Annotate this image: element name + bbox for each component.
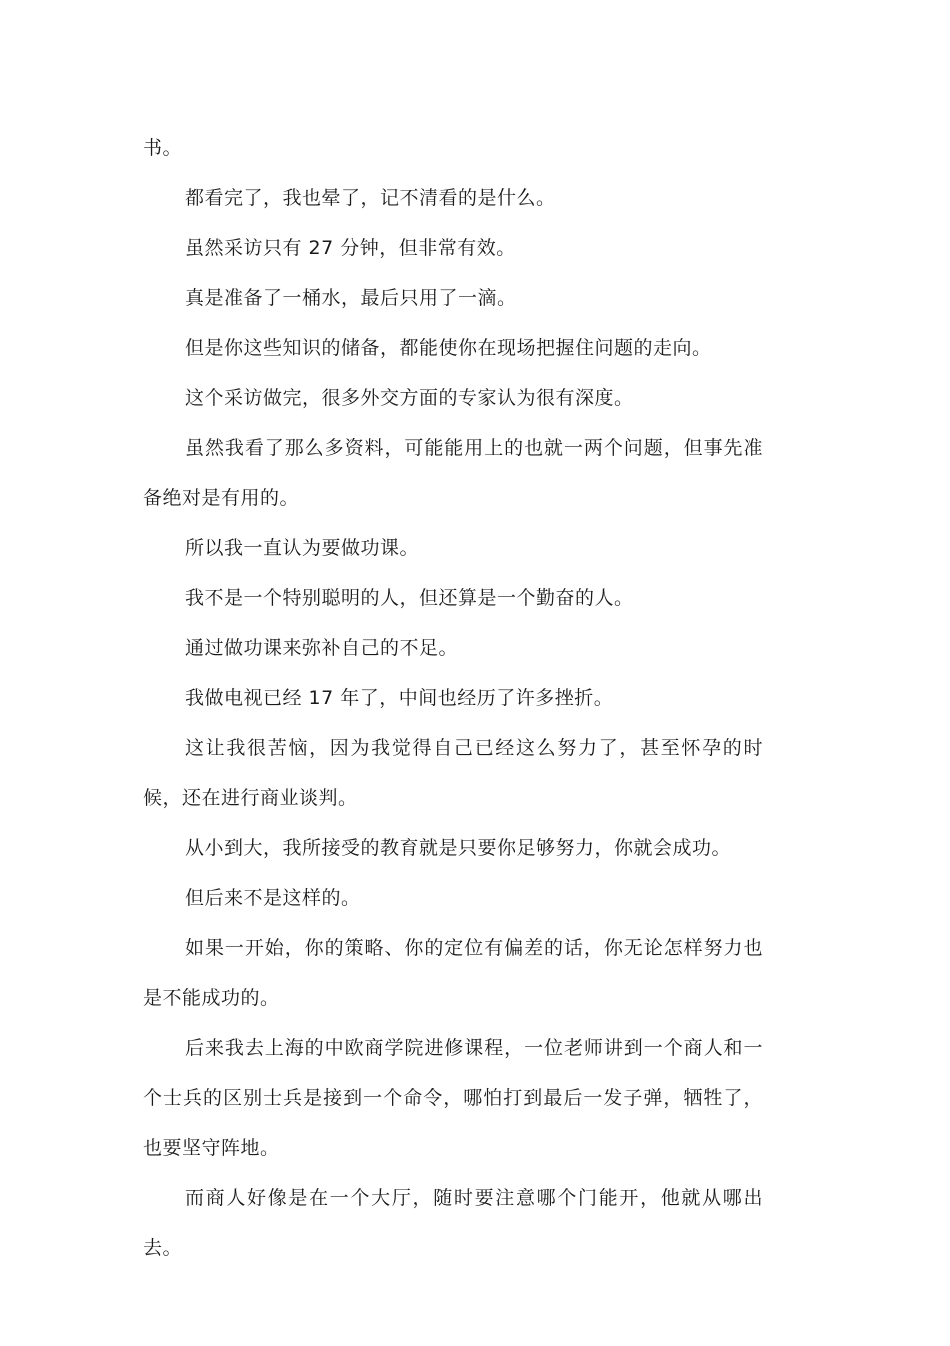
paragraph: 而商人好像是在一个大厅，随时要注意哪个门能开，他就从哪出去。 bbox=[143, 1187, 763, 1259]
paragraph: 虽然我看了那么多资料，可能能用上的也就一两个问题，但事先准备绝对是有用的。 bbox=[143, 437, 763, 509]
paragraph: 后来我去上海的中欧商学院进修课程，一位老师讲到一个商人和一个士兵的区别士兵是接到一个命令，哪怕打到最后一发子弹，牺牲了，也要坚守阵地。 bbox=[143, 1037, 763, 1159]
paragraph: 书。 bbox=[143, 137, 183, 159]
paragraph: 从小到大，我所接受的教育就是只要你足够努力，你就会成功。 bbox=[185, 837, 732, 859]
paragraph: 如果一开始，你的策略、你的定位有偏差的话，你无论怎样努力也是不能成功的。 bbox=[143, 937, 763, 1009]
paragraph: 这让我很苦恼，因为我觉得自己已经这么努力了，甚至怀孕的时候，还在进行商业谈判。 bbox=[143, 737, 763, 809]
paragraph: 这个采访做完，很多外交方面的专家认为很有深度。 bbox=[185, 387, 634, 409]
paragraph: 真是准备了一桶水，最后只用了一滴。 bbox=[185, 287, 517, 309]
paragraph: 但后来不是这样的。 bbox=[185, 887, 361, 909]
paragraph: 我做电视已经 17 年了，中间也经历了许多挫折。 bbox=[185, 687, 614, 709]
paragraph: 但是你这些知识的储备，都能使你在现场把握住问题的走向。 bbox=[185, 337, 712, 359]
paragraph: 通过做功课来弥补自己的不足。 bbox=[185, 637, 459, 659]
paragraph: 都看完了，我也晕了，记不清看的是什么。 bbox=[185, 187, 556, 209]
paragraph: 所以我一直认为要做功课。 bbox=[185, 537, 420, 559]
document-body bbox=[143, 123, 763, 1273]
paragraph: 虽然采访只有 27 分钟，但非常有效。 bbox=[185, 237, 516, 259]
paragraph: 我不是一个特别聪明的人，但还算是一个勤奋的人。 bbox=[185, 587, 634, 609]
